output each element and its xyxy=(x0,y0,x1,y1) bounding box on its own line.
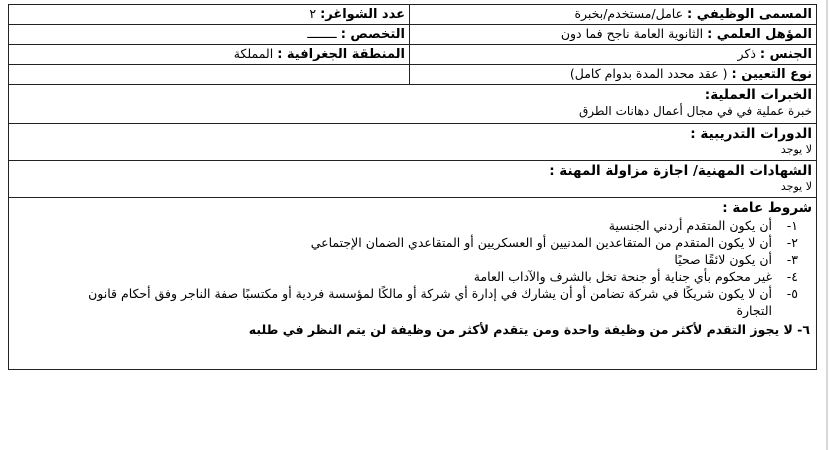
condition-number: ١- xyxy=(786,218,798,233)
certificates-text: لا يوجد xyxy=(780,180,812,193)
vacancies-label: عدد الشواغر: xyxy=(320,7,405,22)
appointment-value: ( عقد محدد المدة بدوام كامل) xyxy=(569,66,732,81)
condition-text: أن لا يكون شريكًا في شركة تضامن أو أن يشارك في إدارة أي شركة أو مالكًا لمؤسسة فردية أو مكتسبًا صفة الناجر وفق أحكام قانون التجارة xyxy=(88,286,772,318)
empty-cell xyxy=(9,65,410,85)
experience-title: الخبرات العملية: xyxy=(704,87,812,103)
specialization-value: ــــــــ xyxy=(307,26,341,41)
page-edge xyxy=(826,0,828,450)
condition-text: أن يكون لائقًا صحيًا xyxy=(674,252,772,267)
table-row xyxy=(9,198,817,370)
table-row xyxy=(9,85,817,124)
list-item xyxy=(13,217,810,234)
gender-value: ذكر xyxy=(737,46,760,61)
courses-cell xyxy=(9,124,817,161)
experience-cell xyxy=(9,85,817,124)
conditions-title: شروط عامة : xyxy=(722,200,812,216)
job-details-table xyxy=(8,4,817,370)
condition-number: ٢- xyxy=(786,235,798,250)
appointment-label: نوع التعيين : xyxy=(731,67,812,82)
specialization-label: التخصص : xyxy=(340,27,405,42)
table-row xyxy=(9,65,817,85)
vacancies-cell xyxy=(9,5,410,25)
vacancies-value: ٢ xyxy=(309,6,321,21)
list-item xyxy=(13,251,810,268)
certificates-title: الشهادات المهنية/ اجازة مزاولة المهنة : xyxy=(549,163,812,179)
qualification-value: الثانوية العامة ناجح فما دون xyxy=(560,26,708,41)
gender-label: الجنس : xyxy=(759,47,812,62)
specialization-cell xyxy=(9,25,410,45)
table-row xyxy=(9,124,817,161)
conditions-list xyxy=(13,217,812,338)
qualification-cell xyxy=(410,25,817,45)
gender-cell xyxy=(410,45,817,65)
table-row xyxy=(9,45,817,65)
appointment-cell xyxy=(410,65,817,85)
condition-number: ٥- xyxy=(786,286,798,301)
region-label: المنطقة الجغرافية : xyxy=(277,47,405,62)
conditions-cell xyxy=(9,198,817,370)
list-item xyxy=(13,285,810,319)
job-title-cell xyxy=(410,5,817,25)
job-title-label: المسمى الوظيفي : xyxy=(687,7,812,22)
qualification-label: المؤهل العلمي : xyxy=(707,27,812,42)
courses-text: لا يوجد xyxy=(780,143,812,156)
region-cell xyxy=(9,45,410,65)
table-row xyxy=(9,161,817,198)
job-title-value: عامل/مستخدم/بخبرة xyxy=(574,6,688,21)
table-row xyxy=(9,5,817,25)
condition-text: غير محكوم بأي جناية أو جنحة تخل بالشرف والآداب العامة xyxy=(473,269,772,284)
condition-text: أن يكون المتقدم أردني الجنسية xyxy=(608,218,772,233)
experience-text: خبرة عملية في في مجال أعمال دهانات الطرق xyxy=(579,104,812,118)
condition-number: ٣- xyxy=(786,252,798,267)
list-item xyxy=(13,268,810,285)
list-item xyxy=(13,234,810,251)
table-row xyxy=(9,25,817,45)
condition-text: أن لا يكون المتقدم من المتقاعدين المدنيين أو العسكريين أو المتقاعدي الضمان الإجتماعي xyxy=(310,235,772,250)
condition-last: ٦- لا يجوز التقدم لأكثر من وظيفة واحدة ومن يتقدم لأكثر من وظيفة لن يتم النظر في طلبه xyxy=(248,322,810,337)
region-value: المملكة xyxy=(233,46,278,61)
certificates-cell xyxy=(9,161,817,198)
courses-title: الدورات التدريبية : xyxy=(690,126,812,142)
condition-number: ٤- xyxy=(786,269,798,284)
